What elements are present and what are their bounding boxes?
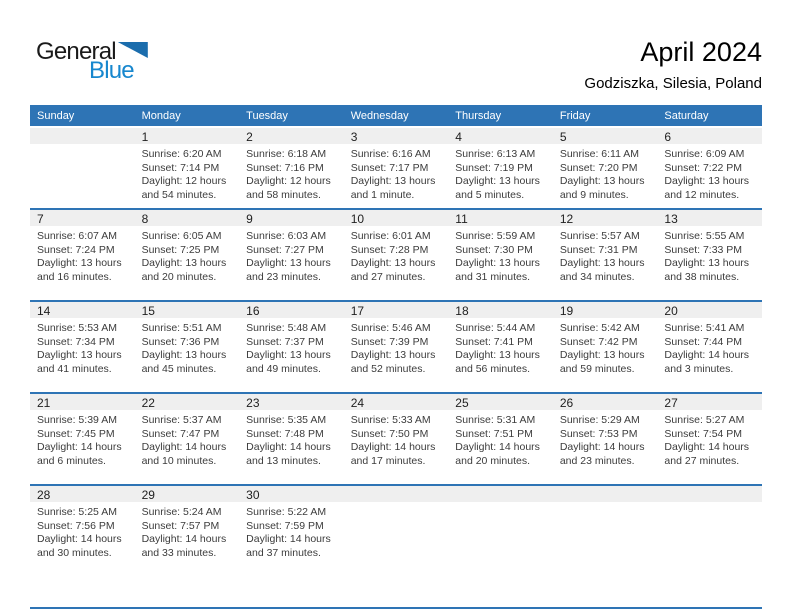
day-cell-5	[553, 128, 658, 208]
empty-cell	[553, 486, 658, 607]
sunset-text: Sunset: 7:34 PM	[37, 335, 115, 348]
daylight-text-line1: Daylight: 14 hours	[141, 441, 227, 454]
sunset-text: Sunset: 7:24 PM	[37, 243, 115, 256]
day-number-band	[448, 394, 553, 410]
daylight-text-line1: Daylight: 13 hours	[350, 349, 436, 362]
sunrise-text: Sunrise: 6:11 AM	[559, 148, 640, 160]
day-number-band	[30, 128, 135, 144]
day-cell-20	[657, 302, 762, 392]
day-details	[344, 318, 449, 376]
daylight-text-line1: Daylight: 14 hours	[37, 533, 122, 546]
week-row-2	[30, 208, 762, 300]
calendar-weeks	[30, 128, 762, 607]
day-cell-14	[30, 302, 135, 392]
sunset-text: Sunset: 7:42 PM	[559, 335, 638, 348]
day-number-band	[135, 302, 240, 318]
day-details	[135, 502, 240, 560]
daylight-text-line1: Daylight: 13 hours	[559, 349, 645, 362]
daylight-text-line2: and 23 minutes.	[559, 454, 635, 467]
day-details	[448, 226, 553, 284]
day-details	[30, 410, 135, 468]
daylight-text-line1: Daylight: 13 hours	[350, 257, 436, 270]
day-cell-16	[239, 302, 344, 392]
day-number: 15	[141, 304, 155, 318]
daylight-text-line2: and 9 minutes.	[559, 188, 629, 201]
day-details	[135, 226, 240, 284]
day-cell-28	[30, 486, 135, 607]
sunset-text: Sunset: 7:50 PM	[350, 427, 429, 440]
sunrise-text: Sunrise: 6:03 AM	[246, 230, 327, 242]
daylight-text-line2: and 3 minutes.	[664, 362, 734, 375]
daylight-text-line1: Daylight: 13 hours	[350, 175, 436, 188]
title-block	[584, 38, 762, 92]
day-number: 8	[141, 212, 149, 226]
week-row-4	[30, 392, 762, 484]
day-cell-3	[344, 128, 449, 208]
day-number-band	[448, 210, 553, 226]
daylight-text-line2: and 23 minutes.	[246, 270, 321, 283]
sunrise-text: Sunrise: 5:25 AM	[37, 506, 117, 518]
day-number-band	[344, 486, 449, 502]
empty-cell	[657, 486, 762, 607]
sunrise-text: Sunrise: 5:37 AM	[141, 414, 222, 426]
day-cell-22	[135, 394, 240, 484]
daylight-text-line2: and 54 minutes.	[141, 188, 217, 201]
sunrise-text: Sunrise: 5:22 AM	[246, 506, 327, 518]
sunrise-text: Sunrise: 5:51 AM	[141, 322, 222, 334]
day-number: 20	[664, 304, 678, 318]
daylight-text-line2: and 58 minutes.	[246, 188, 321, 201]
day-cell-26	[553, 394, 658, 484]
day-details	[448, 144, 553, 202]
daylight-text-line1: Daylight: 14 hours	[455, 441, 540, 454]
daylight-text-line2: and 12 minutes.	[664, 188, 740, 201]
daylight-text-line1: Daylight: 14 hours	[559, 441, 645, 454]
day-number-band	[448, 486, 553, 502]
daylight-text-line1: Daylight: 14 hours	[350, 441, 436, 454]
daylight-text-line2: and 20 minutes.	[455, 454, 530, 467]
day-details	[135, 410, 240, 468]
weekday-header-friday: Friday	[559, 109, 591, 122]
day-number: 11	[455, 212, 468, 226]
sunset-text: Sunset: 7:39 PM	[350, 335, 429, 348]
sunrise-text: Sunrise: 6:09 AM	[664, 148, 745, 160]
daylight-text-line1: Daylight: 14 hours	[141, 533, 227, 546]
day-details	[239, 410, 344, 468]
daylight-text-line1: Daylight: 13 hours	[455, 349, 540, 362]
sunrise-text: Sunrise: 6:20 AM	[141, 148, 222, 160]
daylight-text-line2: and 27 minutes.	[664, 454, 740, 467]
sunset-text: Sunset: 7:44 PM	[664, 335, 743, 348]
day-number: 16	[246, 304, 260, 318]
day-cell-10	[344, 210, 449, 300]
day-details	[135, 144, 240, 202]
daylight-text-line1: Daylight: 13 hours	[37, 349, 122, 362]
sunset-text: Sunset: 7:45 PM	[37, 427, 115, 440]
day-details	[30, 226, 135, 284]
sunrise-text: Sunrise: 5:39 AM	[37, 414, 117, 426]
day-details	[30, 502, 135, 560]
day-number-band	[448, 128, 553, 144]
day-number: 9	[246, 212, 253, 226]
day-number-band	[239, 128, 344, 144]
day-cell-27	[657, 394, 762, 484]
day-details	[344, 144, 449, 202]
day-number-band	[239, 302, 344, 318]
daylight-text-line1: Daylight: 14 hours	[664, 441, 750, 454]
empty-cell	[30, 128, 135, 208]
day-number: 23	[246, 396, 260, 410]
sunrise-text: Sunrise: 5:41 AM	[664, 322, 745, 334]
weekday-header-tuesday: Tuesday	[246, 109, 288, 122]
day-details	[657, 318, 762, 376]
daylight-text-line1: Daylight: 12 hours	[246, 175, 331, 188]
day-cell-11	[448, 210, 553, 300]
sunrise-text: Sunrise: 6:07 AM	[37, 230, 117, 242]
day-number-band	[448, 302, 553, 318]
day-number: 4	[455, 130, 462, 144]
sunrise-text: Sunrise: 5:59 AM	[455, 230, 536, 242]
day-number: 29	[141, 488, 155, 502]
day-number: 17	[350, 304, 365, 318]
day-number: 2	[246, 130, 253, 144]
day-number: 30	[246, 488, 260, 502]
day-number: 1	[141, 130, 149, 144]
sunset-text: Sunset: 7:25 PM	[141, 243, 220, 256]
page-subtitle: Godziszka, Silesia, Poland	[584, 74, 762, 92]
daylight-text-line1: Daylight: 13 hours	[664, 257, 750, 270]
sunset-text: Sunset: 7:54 PM	[664, 427, 743, 440]
sunset-text: Sunset: 7:19 PM	[455, 161, 533, 174]
day-number: 10	[350, 212, 365, 226]
day-number: 19	[559, 304, 574, 318]
day-cell-29	[135, 486, 240, 607]
sunset-text: Sunset: 7:27 PM	[246, 243, 324, 256]
day-cell-15	[135, 302, 240, 392]
daylight-text-line2: and 38 minutes.	[664, 270, 740, 283]
day-number-band	[657, 486, 762, 502]
week-row-5	[30, 484, 762, 607]
day-details	[239, 318, 344, 376]
day-cell-19	[553, 302, 658, 392]
day-cell-18	[448, 302, 553, 392]
sunset-text: Sunset: 7:28 PM	[350, 243, 429, 256]
general-blue-logo	[36, 40, 176, 83]
daylight-text-line1: Daylight: 12 hours	[141, 175, 227, 188]
day-number: 24	[350, 396, 365, 410]
day-cell-24	[344, 394, 449, 484]
sunrise-text: Sunrise: 6:05 AM	[141, 230, 222, 242]
sunrise-text: Sunrise: 5:44 AM	[455, 322, 536, 334]
logo-triangle-icon	[118, 42, 148, 58]
day-cell-7	[30, 210, 135, 300]
day-number-band	[344, 210, 449, 226]
daylight-text-line1: Daylight: 13 hours	[559, 257, 645, 270]
day-details	[30, 318, 135, 376]
day-number-band	[553, 128, 658, 144]
day-number: 3	[350, 130, 358, 144]
sunset-text: Sunset: 7:59 PM	[246, 519, 324, 532]
day-cell-2	[239, 128, 344, 208]
day-cell-6	[657, 128, 762, 208]
day-number-band	[553, 302, 658, 318]
day-cell-17	[344, 302, 449, 392]
day-number-band	[657, 128, 762, 144]
day-number: 18	[455, 304, 469, 318]
day-details	[553, 144, 658, 202]
day-number-band	[239, 394, 344, 410]
day-details	[135, 318, 240, 376]
daylight-text-line1: Daylight: 13 hours	[455, 257, 540, 270]
day-cell-30	[239, 486, 344, 607]
day-number-band	[30, 302, 135, 318]
day-details	[657, 410, 762, 468]
day-number-band	[239, 486, 344, 502]
sunset-text: Sunset: 7:47 PM	[141, 427, 220, 440]
day-number: 7	[37, 212, 44, 226]
logo-text-general: General	[36, 38, 116, 65]
day-details	[448, 410, 553, 468]
day-number: 25	[455, 396, 469, 410]
weekday-header-sunday: Sunday	[37, 109, 75, 122]
daylight-text-line2: and 59 minutes.	[559, 362, 635, 375]
day-number-band	[239, 210, 344, 226]
day-cell-4	[448, 128, 553, 208]
sunset-text: Sunset: 7:16 PM	[246, 161, 324, 174]
daylight-text-line2: and 56 minutes.	[455, 362, 530, 375]
daylight-text-line1: Daylight: 13 hours	[37, 257, 122, 270]
day-details	[657, 144, 762, 202]
day-details	[239, 226, 344, 284]
sunset-text: Sunset: 7:56 PM	[37, 519, 115, 532]
daylight-text-line1: Daylight: 13 hours	[664, 175, 750, 188]
week-row-3	[30, 300, 762, 392]
sunrise-text: Sunrise: 5:42 AM	[559, 322, 640, 334]
day-details	[553, 318, 658, 376]
day-number: 6	[664, 130, 672, 144]
sunrise-text: Sunrise: 5:55 AM	[664, 230, 745, 242]
day-number: 27	[664, 396, 678, 410]
weekday-header-saturday: Saturday	[664, 109, 709, 122]
sunrise-text: Sunrise: 5:35 AM	[246, 414, 327, 426]
day-cell-1	[135, 128, 240, 208]
daylight-text-line2: and 6 minutes.	[37, 454, 106, 467]
weekday-header-thursday: Thursday	[455, 109, 502, 122]
day-number-band	[30, 394, 135, 410]
sunset-text: Sunset: 7:37 PM	[246, 335, 324, 348]
daylight-text-line2: and 49 minutes.	[246, 362, 321, 375]
page-title: April 2024	[640, 37, 762, 67]
sunrise-text: Sunrise: 5:53 AM	[37, 322, 117, 334]
daylight-text-line2: and 1 minute.	[350, 188, 415, 201]
sunrise-text: Sunrise: 5:27 AM	[664, 414, 745, 426]
daylight-text-line1: Daylight: 13 hours	[141, 349, 227, 362]
day-details	[344, 410, 449, 468]
daylight-text-line2: and 16 minutes.	[37, 270, 112, 283]
day-number-band	[135, 394, 240, 410]
daylight-text-line2: and 5 minutes.	[455, 188, 525, 201]
sunset-text: Sunset: 7:22 PM	[664, 161, 743, 174]
weekday-header-row	[30, 105, 762, 126]
daylight-text-line2: and 45 minutes.	[141, 362, 217, 375]
day-number: 12	[559, 212, 574, 226]
day-number-band	[30, 210, 135, 226]
sunrise-text: Sunrise: 5:29 AM	[559, 414, 640, 426]
weekday-header-wednesday: Wednesday	[350, 109, 409, 122]
day-number-band	[30, 486, 135, 502]
daylight-text-line2: and 30 minutes.	[37, 546, 112, 559]
day-details	[239, 144, 344, 202]
daylight-text-line2: and 37 minutes.	[246, 546, 321, 559]
sunset-text: Sunset: 7:57 PM	[141, 519, 220, 532]
daylight-text-line2: and 52 minutes.	[350, 362, 426, 375]
day-number: 28	[37, 488, 51, 502]
day-number-band	[657, 210, 762, 226]
daylight-text-line1: Daylight: 13 hours	[141, 257, 227, 270]
sunset-text: Sunset: 7:33 PM	[664, 243, 743, 256]
sunset-text: Sunset: 7:53 PM	[559, 427, 638, 440]
day-details	[239, 502, 344, 560]
weekday-header-monday: Monday	[141, 109, 181, 122]
sunset-text: Sunset: 7:30 PM	[455, 243, 533, 256]
day-number-band	[135, 128, 240, 144]
daylight-text-line2: and 13 minutes.	[246, 454, 321, 467]
day-details	[344, 226, 449, 284]
empty-cell	[448, 486, 553, 607]
sunrise-text: Sunrise: 5:46 AM	[350, 322, 431, 334]
sunset-text: Sunset: 7:14 PM	[141, 161, 220, 174]
sunset-text: Sunset: 7:41 PM	[455, 335, 533, 348]
daylight-text-line2: and 41 minutes.	[37, 362, 112, 375]
sunset-text: Sunset: 7:36 PM	[141, 335, 220, 348]
day-cell-13	[657, 210, 762, 300]
day-details	[553, 410, 658, 468]
day-number: 14	[37, 304, 51, 318]
daylight-text-line2: and 20 minutes.	[141, 270, 217, 283]
sunrise-text: Sunrise: 5:57 AM	[559, 230, 640, 242]
day-cell-12	[553, 210, 658, 300]
sunrise-text: Sunrise: 5:24 AM	[141, 506, 222, 518]
logo-text-blue: Blue	[89, 57, 134, 84]
day-number: 5	[559, 130, 567, 144]
week-row-1	[30, 128, 762, 208]
daylight-text-line2: and 31 minutes.	[455, 270, 530, 283]
sunset-text: Sunset: 7:31 PM	[559, 243, 638, 256]
sunset-text: Sunset: 7:48 PM	[246, 427, 324, 440]
day-number: 22	[141, 396, 155, 410]
sunrise-text: Sunrise: 6:18 AM	[246, 148, 327, 160]
day-number-band	[553, 486, 658, 502]
day-cell-8	[135, 210, 240, 300]
daylight-text-line1: Daylight: 13 hours	[246, 349, 331, 362]
daylight-text-line1: Daylight: 14 hours	[37, 441, 122, 454]
daylight-text-line2: and 34 minutes.	[559, 270, 635, 283]
sunrise-text: Sunrise: 5:48 AM	[246, 322, 327, 334]
day-details	[448, 318, 553, 376]
daylight-text-line2: and 33 minutes.	[141, 546, 217, 559]
day-number: 26	[559, 396, 574, 410]
sunset-text: Sunset: 7:20 PM	[559, 161, 638, 174]
sunrise-text: Sunrise: 6:01 AM	[350, 230, 431, 242]
day-details	[553, 226, 658, 284]
empty-cell	[344, 486, 449, 607]
daylight-text-line1: Daylight: 13 hours	[455, 175, 540, 188]
day-cell-23	[239, 394, 344, 484]
day-number-band	[657, 394, 762, 410]
daylight-text-line2: and 27 minutes.	[350, 270, 426, 283]
day-cell-9	[239, 210, 344, 300]
day-details	[657, 226, 762, 284]
day-number-band	[344, 128, 449, 144]
daylight-text-line2: and 17 minutes.	[350, 454, 426, 467]
day-number-band	[135, 486, 240, 502]
day-number-band	[344, 302, 449, 318]
day-cell-25	[448, 394, 553, 484]
sunset-text: Sunset: 7:51 PM	[455, 427, 533, 440]
sunrise-text: Sunrise: 6:13 AM	[455, 148, 536, 160]
calendar-table	[30, 105, 762, 609]
day-number-band	[657, 302, 762, 318]
day-number-band	[553, 210, 658, 226]
sunrise-text: Sunrise: 6:16 AM	[350, 148, 431, 160]
daylight-text-line1: Daylight: 14 hours	[246, 533, 331, 546]
daylight-text-line1: Daylight: 14 hours	[246, 441, 331, 454]
daylight-text-line1: Daylight: 13 hours	[559, 175, 645, 188]
sunset-text: Sunset: 7:17 PM	[350, 161, 429, 174]
daylight-text-line1: Daylight: 13 hours	[246, 257, 331, 270]
day-cell-21	[30, 394, 135, 484]
sunrise-text: Sunrise: 5:33 AM	[350, 414, 431, 426]
daylight-text-line2: and 10 minutes.	[141, 454, 217, 467]
sunrise-text: Sunrise: 5:31 AM	[455, 414, 536, 426]
day-number: 13	[664, 212, 678, 226]
daylight-text-line1: Daylight: 14 hours	[664, 349, 750, 362]
day-number-band	[135, 210, 240, 226]
day-number-band	[344, 394, 449, 410]
day-number: 21	[37, 396, 51, 410]
day-number-band	[553, 394, 658, 410]
